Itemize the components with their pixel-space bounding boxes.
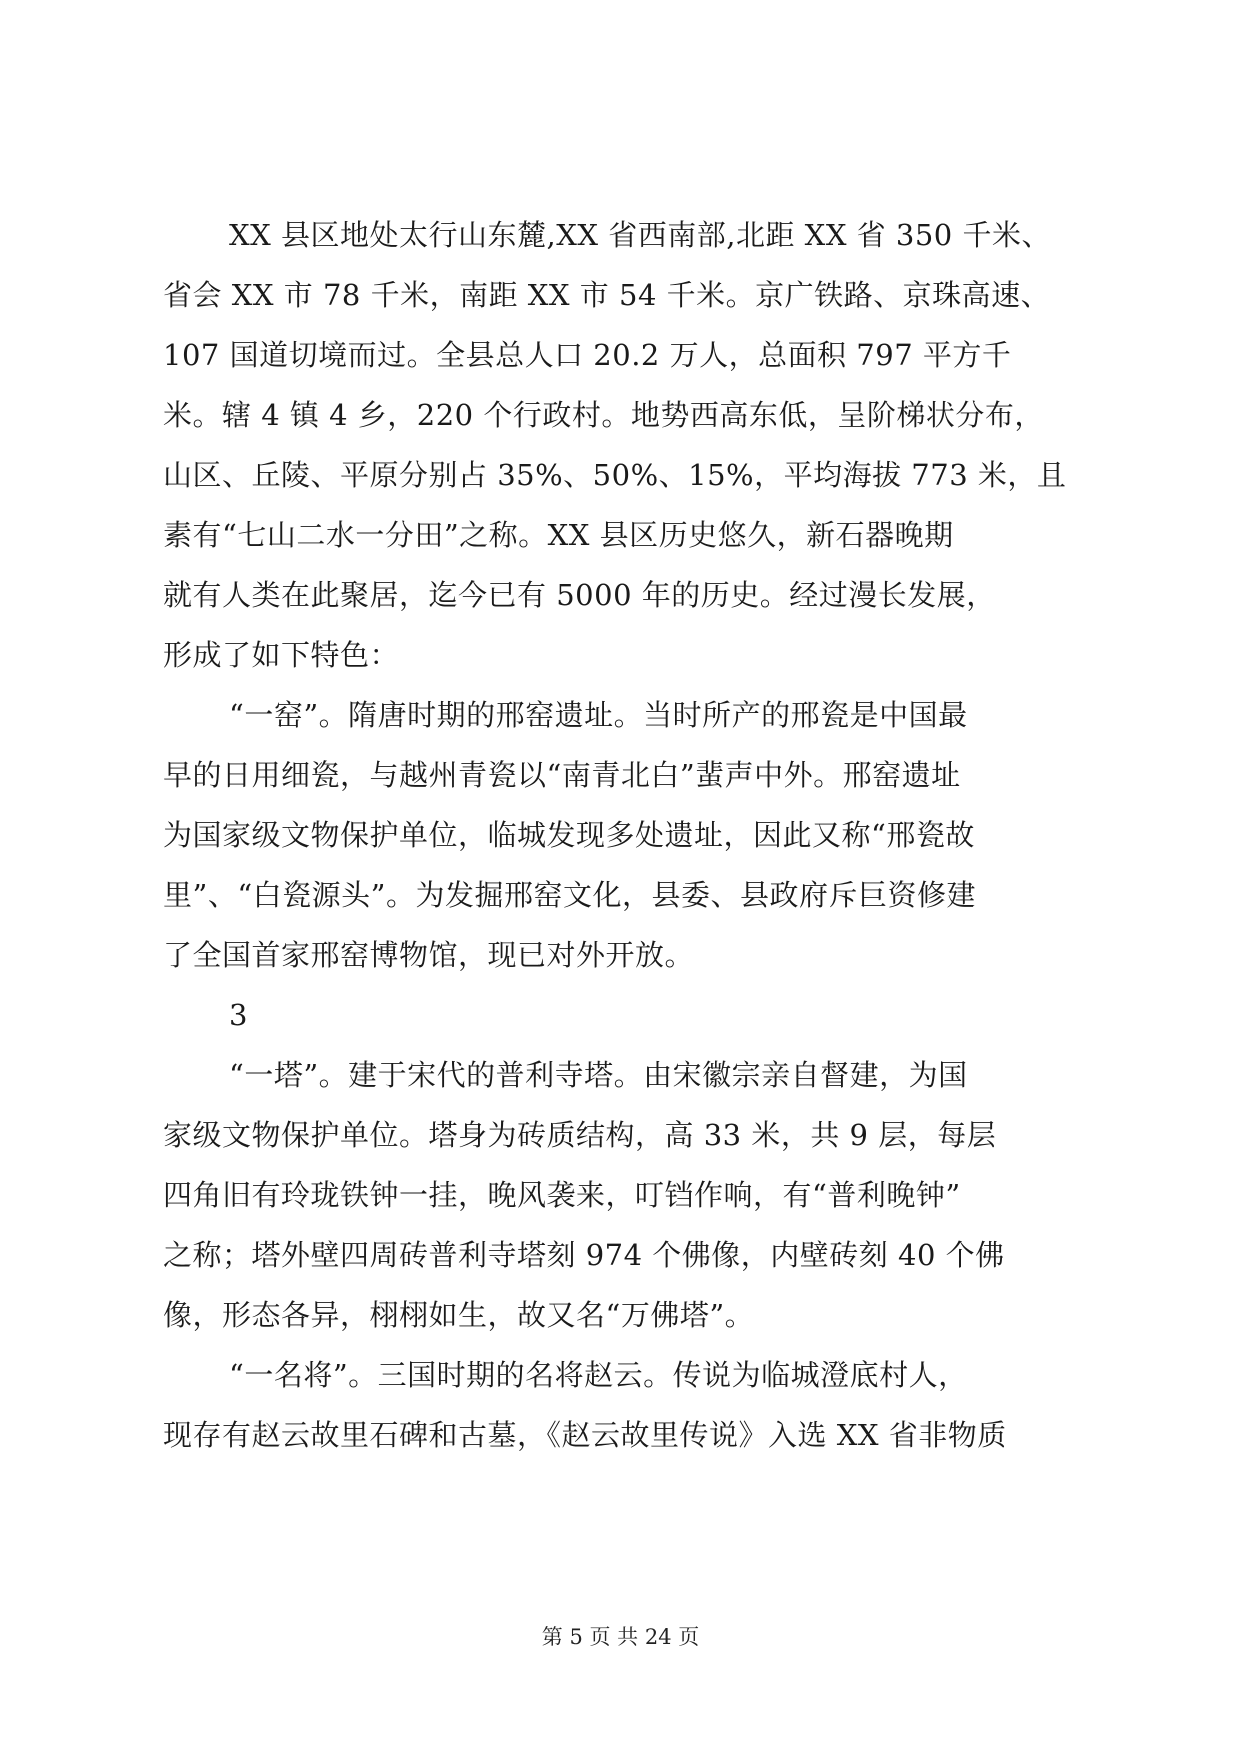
paragraph-line: 省会 XX 市 78 千米，南距 XX 市 54 千米。京广铁路、京珠高速、 (163, 278, 1051, 312)
paragraph-line: 素有“七山二水一分田”之称。XX 县区历史悠久，新石器晚期 (163, 518, 954, 552)
paragraph-line: 107 国道切境而过。全县总人口 20.2 万人，总面积 797 平方千 (163, 338, 1012, 372)
paragraph-line: 早的日用细瓷，与越州青瓷以“南青北白”蜚声中外。邢窑遗址 (163, 758, 961, 792)
paragraph-line: “一名将”。三国时期的名将赵云。传说为临城澄底村人， (229, 1358, 968, 1392)
paragraph-line: “一窑”。隋唐时期的邢窑遗址。当时所产的邢瓷是中国最 (229, 698, 968, 732)
paragraph-line: 像，形态各异，栩栩如生，故又名“万佛塔”。 (163, 1298, 755, 1332)
paragraph-line: 里”、“白瓷源头”。为发掘邢窑文化，县委、县政府斥巨资修建 (163, 878, 976, 912)
paragraph-line: 了全国首家邢窑博物馆，现已对外开放。 (163, 938, 695, 972)
paragraph-line: 家级文物保护单位。塔身为砖质结构，高 33 米，共 9 层，每层 (163, 1118, 997, 1152)
paragraph-line: XX 县区地处太行山东麓,XX 省西南部,北距 XX 省 350 千米、 (229, 218, 1051, 252)
body-text (163, 205, 1083, 1465)
paragraph-line: 米。辖 4 镇 4 乡，220 个行政村。地势西高东低，呈阶梯状分布， (163, 398, 1044, 432)
paragraph-line: 之称；塔外壁四周砖普利寺塔刻 974 个佛像，内壁砖刻 40 个佛 (163, 1238, 1005, 1272)
paragraph-line: “一塔”。建于宋代的普利寺塔。由宋徽宗亲自督建，为国 (229, 1058, 968, 1092)
page-footer: 第 5 页 共 24 页 (541, 1625, 700, 1649)
paragraph-line: 形成了如下特色： (163, 638, 400, 672)
paragraph-line: 为国家级文物保护单位，临城发现多处遗址，因此又称“邢瓷故 (163, 818, 975, 852)
paragraph-line: 现存有赵云故里石碑和古墓，《赵云故里传说》入选 XX 省非物质 (163, 1418, 1007, 1452)
paragraph-line: 就有人类在此聚居，迄今已有 5000 年的历史。经过漫长发展， (163, 578, 996, 612)
paragraph-line: 3 (229, 998, 248, 1032)
paragraph-line: 四角旧有玲珑铁钟一挂，晚风袭来，叮铛作响，有“普利晚钟” (163, 1178, 961, 1212)
paragraph-line: 山区、丘陵、平原分别占 35%、50%、15%，平均海拔 773 米，且 (163, 458, 1067, 492)
